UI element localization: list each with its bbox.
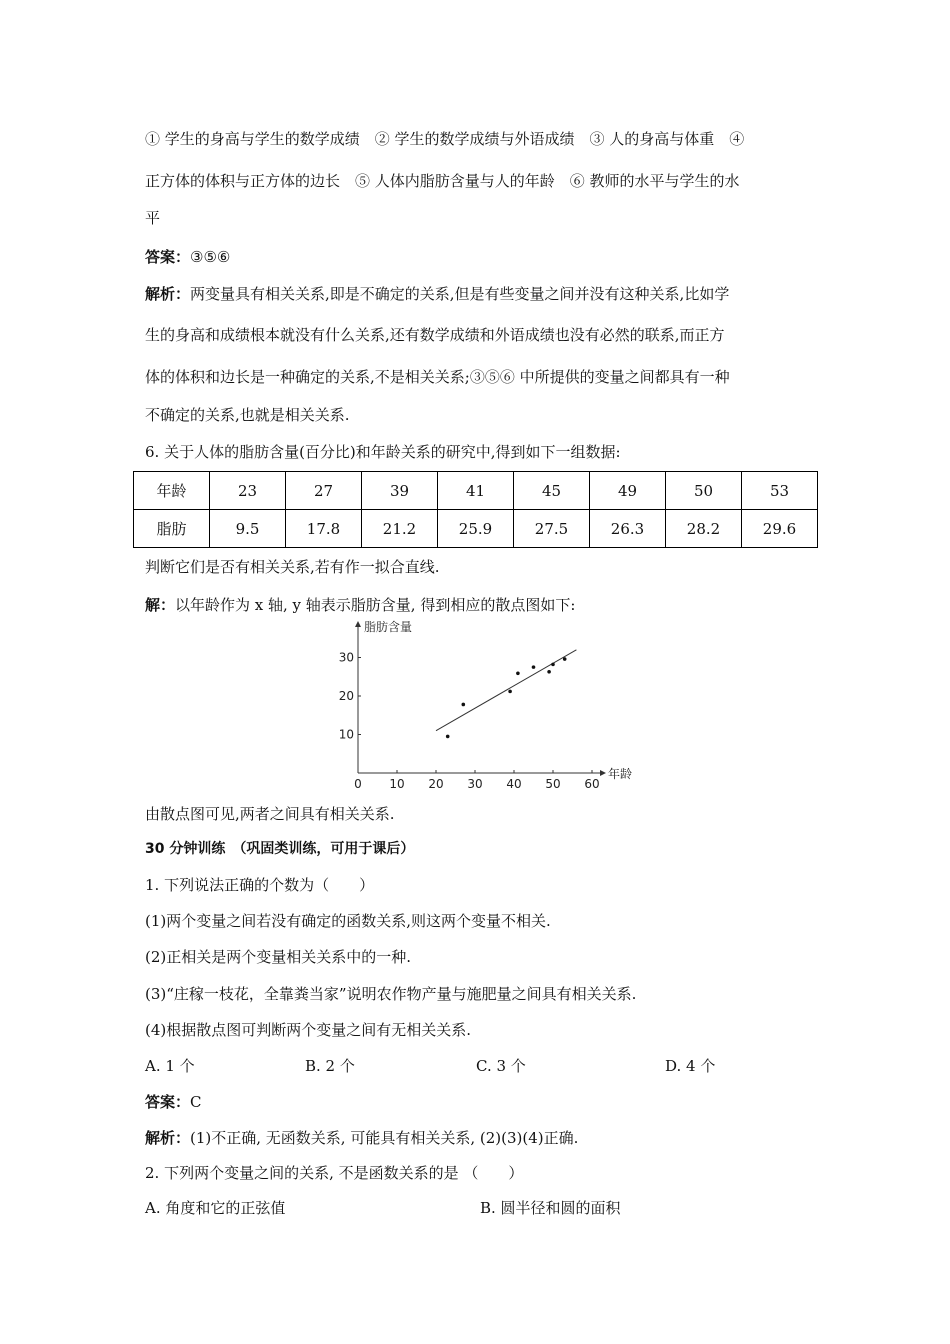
explanation5-line2: 生的身高和成绩根本就没有什么关系,还有数学成绩和外语成绩也没有必然的联系,而正方 xyxy=(145,326,725,344)
problem1-statement1: (1)两个变量之间若没有确定的函数关系,则这两个变量不相关. xyxy=(145,912,551,930)
problem1-option-a: A. 1 个 xyxy=(145,1057,195,1075)
table-row-fat xyxy=(134,510,818,548)
table-cell: 41 xyxy=(438,472,514,510)
question5-line2: 正方体的体积与正方体的边长 ⑤ 人体内脂肪含量与人的年龄 ⑥ 教师的水平与学生的水 xyxy=(145,172,740,190)
solution6-text: 以年龄作为 x 轴, y 轴表示脂肪含量, 得到相应的散点图如下: xyxy=(175,596,576,614)
data-point xyxy=(462,703,466,707)
table-cell: 29.6 xyxy=(742,510,818,548)
question5-line1: ① 学生的身高与学生的数学成绩 ② 学生的数学成绩与外语成绩 ③ 人的身高与体重 ④ xyxy=(145,130,745,148)
solution6 xyxy=(145,594,575,615)
solution6-conclusion: 由散点图可见,两者之间具有相关关系. xyxy=(145,805,395,823)
answer1-value: C xyxy=(190,1093,202,1111)
problem1-statement3: (3)“庄稼一枝花，全靠粪当家”说明农作物产量与施肥量之间具有相关关系. xyxy=(145,985,637,1003)
answer5-label: 答案： xyxy=(145,248,191,266)
table-row-age xyxy=(134,472,818,510)
table-cell: 23 xyxy=(210,472,286,510)
y-tick-label: 30 xyxy=(338,650,354,665)
problem1-statement2: (2)正相关是两个变量相关关系中的一种. xyxy=(145,948,412,966)
table-cell: 27.5 xyxy=(514,510,590,548)
explanation5-text1: 两变量具有相关关系,即是不确定的关系,但是有些变量之间并没有这种关系,比如学 xyxy=(190,285,730,303)
x-tick-label: 60 xyxy=(584,777,600,791)
data-point xyxy=(508,690,512,694)
table-cell: 26.3 xyxy=(590,510,666,548)
explanation1-label: 解析： xyxy=(145,1129,191,1147)
chart-axes xyxy=(355,619,632,781)
y-axis-arrow xyxy=(355,621,361,627)
section-title: 30 分钟训练 （巩固类训练，可用于课后） xyxy=(145,841,415,857)
table-cell: 45 xyxy=(514,472,590,510)
problem1-option-d: D. 4 个 xyxy=(665,1057,716,1075)
x-axis-arrow xyxy=(600,770,606,776)
table-cell-age-label: 年龄 xyxy=(134,472,210,510)
answer5 xyxy=(145,246,230,267)
x-tick-label: 30 xyxy=(467,777,483,791)
answer1 xyxy=(145,1091,202,1112)
data-point xyxy=(551,663,555,667)
table-cell: 49 xyxy=(590,472,666,510)
data-point xyxy=(532,665,536,669)
data-point xyxy=(516,671,520,675)
y-tick-label: 20 xyxy=(338,689,354,703)
table-cell: 25.9 xyxy=(438,510,514,548)
data-table xyxy=(133,471,818,548)
data-point xyxy=(446,735,450,739)
x-axis-label: 年龄 xyxy=(608,767,633,781)
problem1: 1. 下列说法正确的个数为（ ） xyxy=(145,876,375,894)
answer5-value: ③⑤⑥ xyxy=(190,248,231,266)
x-tick-label: 50 xyxy=(545,777,561,791)
table-cell: 39 xyxy=(362,472,438,510)
table-cell: 17.8 xyxy=(286,510,362,548)
question6: 6. 关于人体的脂肪含量(百分比)和年龄关系的研究中,得到如下一组数据: xyxy=(145,443,621,461)
problem2-option-b: B. 圆半径和圆的面积 xyxy=(480,1199,621,1217)
data-point xyxy=(547,670,551,674)
explanation1 xyxy=(145,1127,578,1148)
table-cell: 28.2 xyxy=(666,510,742,548)
solution6-label: 解： xyxy=(145,596,176,614)
explanation5-line4: 不确定的关系,也就是相关关系. xyxy=(145,406,350,424)
x-tick-label: 10 xyxy=(389,777,405,791)
table-cell: 50 xyxy=(666,472,742,510)
scatter-chart xyxy=(338,615,633,791)
table-cell: 27 xyxy=(286,472,362,510)
fit-line xyxy=(436,650,576,731)
x-tick-label: 0 xyxy=(354,777,362,791)
table-cell: 9.5 xyxy=(210,510,286,548)
problem1-statement4: (4)根据散点图可判断两个变量之间有无相关关系. xyxy=(145,1021,472,1039)
problem2-option-a: A. 角度和它的正弦值 xyxy=(145,1199,286,1217)
chart-ticks xyxy=(339,651,600,792)
explanation5-line3: 体的体积和边长是一种确定的关系,不是相关关系;③⑤⑥ 中所提供的变量之间都具有一种 xyxy=(145,368,730,386)
problem2: 2. 下列两个变量之间的关系, 不是函数关系的是 （ ） xyxy=(145,1164,524,1182)
data-point xyxy=(563,657,567,661)
y-axis-label: 脂肪含量 xyxy=(364,620,413,634)
question6-after: 判断它们是否有相关关系,若有作一拟合直线. xyxy=(145,558,440,576)
explanation5-line1 xyxy=(145,283,729,304)
answer1-label: 答案： xyxy=(145,1093,191,1111)
x-tick-label: 40 xyxy=(506,777,522,791)
chart-marks xyxy=(436,650,576,738)
question5-line3: 平 xyxy=(145,209,161,227)
y-tick-label: 10 xyxy=(338,727,354,742)
problem1-option-c: C. 3 个 xyxy=(476,1057,526,1075)
table-cell: 53 xyxy=(742,472,818,510)
x-tick-label: 20 xyxy=(428,777,444,791)
table-cell-fat-label: 脂肪 xyxy=(134,510,210,548)
table-cell: 21.2 xyxy=(362,510,438,548)
explanation5-label: 解析： xyxy=(145,285,191,303)
explanation1-text: (1)不正确, 无函数关系, 可能具有相关关系, (2)(3)(4)正确. xyxy=(190,1129,579,1147)
problem1-option-b: B. 2 个 xyxy=(305,1057,355,1075)
